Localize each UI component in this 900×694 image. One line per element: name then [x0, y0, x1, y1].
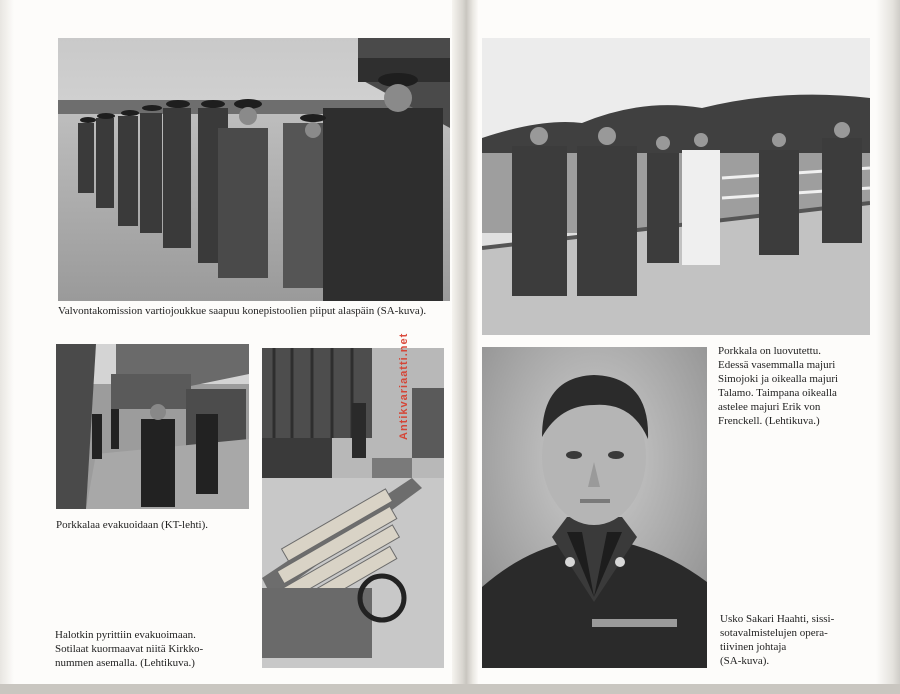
- page-bottom-edge: [0, 684, 900, 694]
- caption-porkkala-handover: [718, 344, 878, 428]
- caption-haahti-line-2: sotavalmistelujen opera-: [720, 627, 828, 639]
- caption-porkkala-line-5: astelee majuri Erik von: [718, 401, 821, 413]
- caption-porkkala-line-1: Porkkala on luovutettu.: [718, 345, 821, 357]
- photo-evacuation-road: [56, 344, 249, 509]
- caption-porkkala-line-4: Talamo. Taimpana oikealla: [718, 387, 837, 399]
- photo-firewood-cart: [262, 348, 444, 668]
- page-edge-left: [0, 0, 14, 694]
- caption-firewood-line-3: nummen asemalla. (Lehtikuva.): [55, 657, 195, 669]
- photo-guard-unit: [58, 38, 450, 301]
- caption-firewood-line-2: Sotilaat kuormaavat niitä Kirkko-: [55, 643, 204, 655]
- book-gutter: [452, 0, 478, 694]
- caption-porkkala-line-2: Edessä vasemmalla majuri: [718, 359, 836, 371]
- watermark-text: Antikvariaatti.net: [398, 332, 410, 440]
- photo-officers-walking: [482, 38, 870, 335]
- caption-haahti: [720, 612, 880, 668]
- caption-porkkala-line-6: Frenckell. (Lehtikuva.): [718, 415, 820, 427]
- caption-firewood-line-1: Halotkin pyrittiin evakuoimaan.: [55, 629, 196, 641]
- caption-evacuation: [56, 518, 256, 532]
- caption-evacuation-text: Porkkalaa evakuoidaan (KT-lehti).: [56, 519, 209, 531]
- caption-firewood: [55, 628, 260, 670]
- caption-haahti-line-1: Usko Sakari Haahti, sissi-: [720, 613, 835, 625]
- caption-haahti-line-4: (SA-kuva).: [720, 655, 770, 667]
- caption-porkkala-line-3: Simojoki ja oikealla majuri: [718, 373, 839, 385]
- page-edge-right: [876, 0, 900, 694]
- watermark-stamp: [392, 270, 416, 440]
- caption-haahti-line-3: tiivinen johtaja: [720, 641, 787, 653]
- photo-portrait-haahti: [482, 347, 707, 668]
- caption-guard-unit-text: Valvontakomission vartiojoukkue saapuu konepistoolien piiput alaspäin (SA-kuva).: [58, 305, 427, 317]
